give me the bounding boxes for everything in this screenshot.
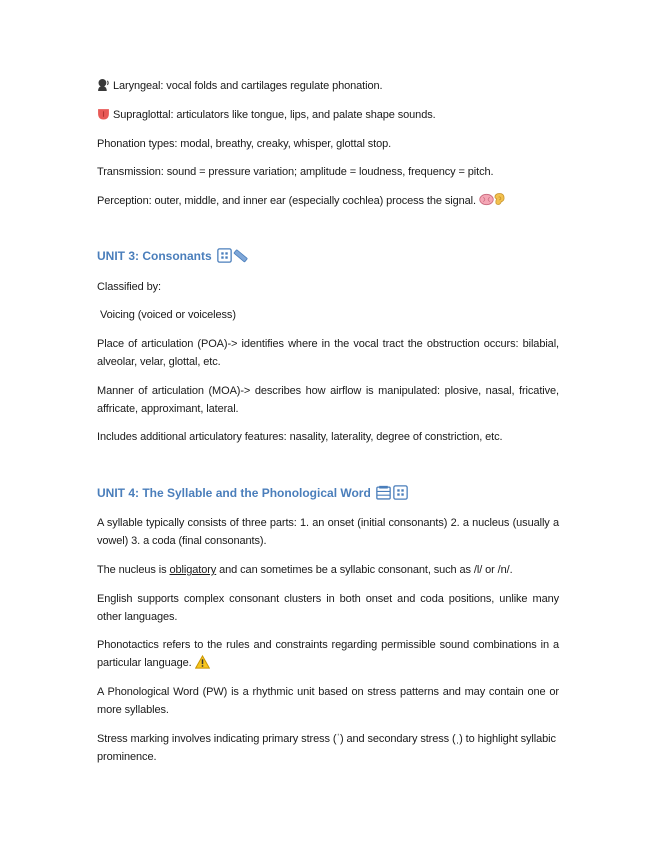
unit4-heading-text: UNIT 4: The Syllable and the Phonological Word xyxy=(97,486,371,500)
moa-paragraph: Manner of articulation (MOA)-> describes how airflow is manipulated: plosive, nasal, fricative, affricate, approximant, lateral. xyxy=(97,385,559,415)
card-index-icon xyxy=(393,485,408,500)
perception-line xyxy=(97,192,559,210)
voicing-text: Voicing (voiced or voiceless) xyxy=(100,309,236,321)
poa-paragraph: Place of articulation (POA)-> identifies where in the vocal tract the obstruction occurs: bilabial, alveolar, velar, glottal, etc. xyxy=(97,338,559,368)
ear-icon xyxy=(494,192,505,206)
unit3-heading-text: UNIT 3: Consonants xyxy=(97,249,212,263)
nucleus-line: The nucleus is obligatory and can sometimes be a syllabic consonant, such as /l/ or /n/. xyxy=(97,564,513,576)
supraglottal-line xyxy=(97,106,559,124)
perception-text: Perception: outer, middle, and inner ear (especially cochlea) process the signal. xyxy=(97,195,476,207)
brain-icon xyxy=(479,193,494,206)
speaking-head-icon xyxy=(97,78,110,91)
warning-icon xyxy=(195,655,210,669)
unit3-heading xyxy=(97,247,248,265)
card-index-icon xyxy=(217,248,232,263)
features-line: Includes additional articulatory features: nasality, laterality, degree of constriction, etc. xyxy=(97,431,503,443)
transmission-line: Transmission: sound = pressure variation; amplitude = loudness, frequency = pitch. xyxy=(97,166,494,178)
stress-paragraph: Stress marking involves indicating primary stress (ˈ) and secondary stress (ˌ) to highlight syllabic prominence. xyxy=(97,733,556,763)
obligatory-underlined: obligatory xyxy=(169,564,217,576)
laryngeal-line xyxy=(97,77,559,95)
english-clusters-paragraph: English supports complex consonant clusters in both onset and coda positions, unlike many other languages. xyxy=(97,593,559,623)
laryngeal-text: Laryngeal: vocal folds and cartilages regulate phonation. xyxy=(112,80,383,92)
tongue-icon xyxy=(97,107,110,120)
phonotactics-paragraph xyxy=(97,636,559,672)
classified-by: Classified by: xyxy=(97,281,162,293)
unit4-heading xyxy=(97,484,408,502)
phonotactics-text: Phonotactics refers to the rules and constraints regarding permissible sound combinations in a particular language. xyxy=(97,639,559,669)
ruler-icon xyxy=(232,247,248,263)
syllable-paragraph: A syllable typically consists of three parts: 1. an onset (initial consonants) 2. a nucleus (usually a vowel) 3. a coda (final consonants). xyxy=(97,517,559,547)
supraglottal-text: Supraglottal: articulators like tongue, lips, and palate shape sounds. xyxy=(112,109,436,121)
voicing-line xyxy=(97,306,559,324)
phonation-line: Phonation types: modal, breathy, creaky, whisper, glottal stop. xyxy=(97,138,392,150)
pw-paragraph: A Phonological Word (PW) is a rhythmic unit based on stress patterns and may contain one or more syllables. xyxy=(97,686,559,716)
card-file-box-icon xyxy=(376,485,391,500)
